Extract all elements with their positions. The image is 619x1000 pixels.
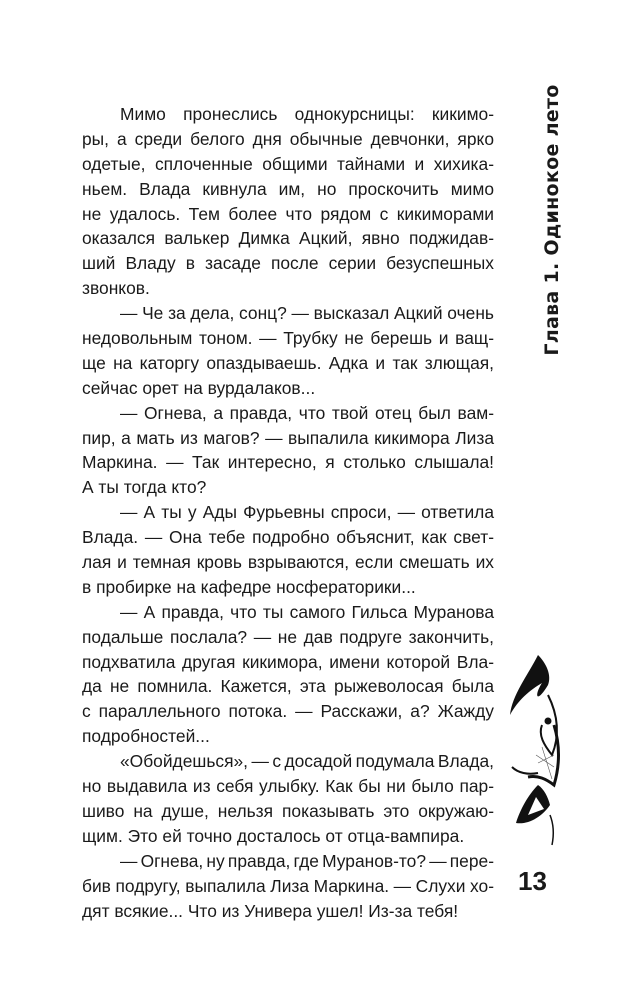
text-line: дят всякие... Что из Универа ушел! Из-за тебя! bbox=[82, 900, 459, 921]
text-line: звонков. bbox=[82, 278, 150, 299]
text-line: с параллельного потока. — Расскажи, а? Жажду bbox=[82, 701, 494, 722]
text-line: Влада. — Она тебе подробно объяснит, как свет- bbox=[82, 527, 494, 548]
text-line: подхватила другая кикимора, имени которой Вла- bbox=[82, 651, 494, 672]
body-text bbox=[82, 102, 494, 923]
text-line: ще на каторгу опаздываешь. Адка и так злющая, bbox=[82, 352, 494, 373]
text-line: пир, а мать из магов? — выпалила кикимора Лиза bbox=[82, 427, 494, 448]
text-line: ры, а среди белого дня обычные девчонки, ярко bbox=[82, 128, 494, 149]
decorative-ornament-icon bbox=[508, 655, 568, 855]
text-line: Мимо пронеслись однокурсницы: кикимо- bbox=[120, 104, 494, 124]
text-line: А ты тогда кто? bbox=[82, 477, 207, 498]
text-line: бив подругу, выпалила Лиза Маркина. — Слухи хо- bbox=[82, 875, 494, 896]
text-line: — А правда, что ты самого Гильса Муранова bbox=[120, 601, 494, 622]
text-line: щим. Это ей точно досталось от отца-вампира. bbox=[82, 825, 465, 846]
text-line: ньем. Влада кивнула им, но проскочить мимо bbox=[82, 178, 494, 199]
page-number: 13 bbox=[518, 866, 547, 896]
text-line: одетые, сплоченные общими тайнами и хихика- bbox=[82, 153, 494, 174]
text-line: да не помнила. Кажется, эта рыжеволосая была bbox=[82, 676, 494, 697]
text-line: но выдавила из себя улыбку. Как бы ни было пар- bbox=[82, 776, 494, 797]
text-line: ший Владу в засаде после серии безуспешных bbox=[82, 253, 494, 274]
text-line: лая и темная кровь взрываются, если смешать их bbox=[82, 552, 494, 573]
text-line: — А ты у Ады Фурьевны спроси, — ответила bbox=[120, 502, 494, 523]
text-line: в пробирке на кафедре носфераторики... bbox=[82, 576, 416, 597]
text-line: шиво на душе, нельзя показывать это окружаю- bbox=[82, 800, 494, 821]
text-line: сейчас орет на вурдалаков... bbox=[82, 377, 316, 398]
text-line: — Огнева, ну правда, где Муранов-то? — пере- bbox=[120, 850, 494, 871]
text-line: Маркина. — Так интересно, я столько слышала! bbox=[82, 452, 494, 473]
text-line: подробностей... bbox=[82, 726, 210, 747]
text-line: — Че за дела, сонц? — высказал Ацкий очень bbox=[120, 303, 494, 324]
text-line: — Огнева, а правда, что твой отец был вам- bbox=[120, 402, 494, 423]
text-line: не удалось. Тем более что рядом с кикиморами bbox=[82, 203, 494, 224]
text-line: недовольным тоном. — Трубку не берешь и ващ- bbox=[82, 328, 494, 349]
running-head: Глава 1. Одинокое лето bbox=[541, 84, 563, 356]
text-line: подальше послала? — не дав подруге закончить, bbox=[82, 626, 494, 647]
text-line: оказался валькер Димка Ацкий, явно поджидав- bbox=[82, 228, 494, 249]
text-line: «Обойдешься», — с досадой подумала Влада, bbox=[120, 751, 494, 772]
